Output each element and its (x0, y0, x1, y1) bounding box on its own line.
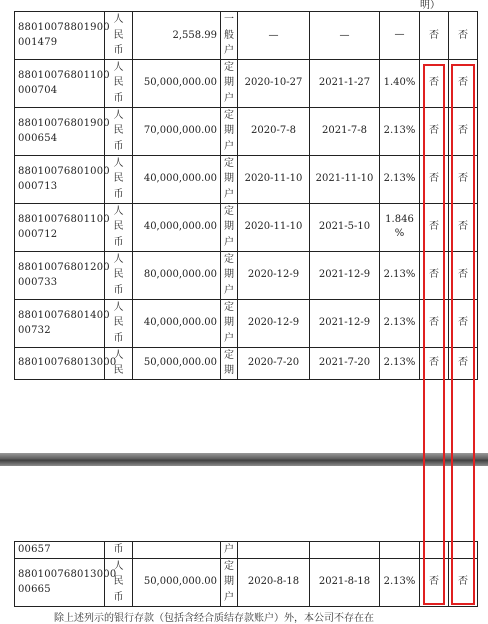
currency-char: 民 (113, 365, 124, 376)
account-type-char: 户 (224, 284, 234, 296)
currency-cell (105, 155, 133, 203)
account-number-cell (15, 203, 110, 251)
account-number-cell (15, 107, 110, 155)
flag-cell-1: 否 (420, 299, 449, 347)
account-type-cell (221, 107, 238, 155)
account-type-char: 定 (224, 253, 234, 265)
interest-rate-cell: 2.13% (380, 155, 420, 203)
end-date-cell: — (310, 12, 380, 60)
account-number-cell (15, 558, 117, 606)
account-type-char: 般 (224, 29, 234, 41)
account-type-char: 期 (224, 221, 234, 233)
bank-deposit-table-top (14, 11, 478, 380)
flag-cell-1: 否 (420, 59, 449, 107)
interest-rate-cell: 2.13% (380, 251, 420, 299)
amount-cell (133, 542, 221, 559)
interest-rate-cell: — (380, 12, 420, 60)
account-number-line: 880100768013000 (18, 568, 117, 580)
interest-rate-cell: 1.846 % (380, 203, 420, 251)
currency-char: 币 (113, 284, 124, 296)
account-number-line: 880100768013000 (18, 357, 117, 369)
currency-char: 民 (113, 221, 124, 233)
account-type-char: 期 (224, 269, 234, 281)
currency-char: 币 (113, 332, 124, 344)
currency-char: 人 (113, 14, 124, 25)
interest-rate-cell: 2.13% (380, 299, 420, 347)
table-row (15, 155, 478, 203)
account-number-line: 88010076801100 (18, 69, 110, 81)
currency-char: 人 (113, 301, 124, 313)
account-type-char: 户 (224, 332, 234, 344)
flag-cell-2: 否 (449, 558, 478, 606)
account-type-cell (221, 542, 238, 559)
start-date-cell: 2020-7-20 (238, 347, 310, 379)
account-type-cell (221, 155, 238, 203)
account-type-char: 定 (224, 301, 234, 313)
start-date-cell: 2020-7-8 (238, 107, 310, 155)
account-number-line: 88010076801400 (18, 309, 110, 321)
account-number-line: 000713 (18, 181, 58, 192)
header-fragment: 明） (420, 0, 440, 11)
currency-char: 民 (113, 317, 124, 329)
account-type-cell (221, 12, 238, 60)
currency-char: 币 (113, 188, 124, 200)
account-type-cell (221, 251, 238, 299)
lower-page-fragment (0, 466, 488, 616)
account-type-char: 期 (224, 173, 234, 185)
currency-char: 人 (113, 253, 124, 265)
currency-char: 人 (113, 109, 124, 121)
end-date-cell: 2021-7-8 (310, 107, 380, 155)
account-number-cell (15, 251, 110, 299)
account-number-cell (15, 299, 110, 347)
amount-cell: 40,000,000.00 (133, 155, 221, 203)
currency-char: 民 (113, 29, 124, 41)
currency-char: 币 (113, 45, 124, 56)
amount-cell: 50,000,000.00 (133, 347, 221, 379)
start-date-cell: — (238, 12, 310, 60)
end-date-cell: 2021-8-18 (310, 558, 380, 606)
start-date-cell: 2020-12-9 (238, 299, 310, 347)
account-number-cell (15, 59, 110, 107)
account-type-char: 定 (224, 205, 234, 217)
flag-cell-2: 否 (449, 59, 478, 107)
currency-cell (105, 542, 133, 559)
account-number-line: 88010076801000 (18, 165, 110, 177)
flag-cell-1 (420, 542, 449, 559)
account-type-char: 定 (224, 61, 234, 73)
currency-char: 人 (113, 349, 124, 361)
bank-deposit-table-bottom (14, 541, 478, 607)
account-type-char: 定 (224, 109, 234, 121)
account-number-line: 000704 (18, 85, 58, 96)
start-date-cell: 2020-10-27 (238, 59, 310, 107)
currency-cell (105, 107, 133, 155)
table-row (15, 59, 478, 107)
account-type-cell (221, 299, 238, 347)
start-date-cell: 2020-8-18 (238, 558, 310, 606)
currency-cell (105, 251, 133, 299)
amount-cell: 2,558.99 (133, 12, 221, 60)
flag-cell-1: 否 (420, 155, 449, 203)
currency-char: 币 (113, 591, 124, 603)
flag-cell-2: 否 (449, 347, 478, 379)
account-type-cell (221, 203, 238, 251)
account-number-line: 88010078801900 (18, 21, 110, 33)
account-type-char: 期 (224, 125, 234, 137)
currency-cell (105, 299, 133, 347)
table-row (15, 558, 478, 606)
footer-text-fragment: 除上述列示的银行存款（包括含经合质结存款账户）外，本公司不存在在 (54, 613, 374, 624)
currency-char: 人 (113, 560, 124, 572)
currency-cell (105, 558, 133, 606)
start-date-cell: 2020-12-9 (238, 251, 310, 299)
flag-cell-1: 否 (420, 251, 449, 299)
account-type-char: 期 (224, 576, 234, 588)
account-type-char: 定 (224, 349, 234, 361)
account-number-cell (15, 12, 110, 60)
account-number-line: 00657 (18, 544, 51, 555)
amount-cell: 50,000,000.00 (133, 558, 221, 606)
flag-cell-2: 否 (449, 203, 478, 251)
table-row (15, 251, 478, 299)
start-date-cell: 2020-11-10 (238, 155, 310, 203)
amount-cell: 70,000,000.00 (133, 107, 221, 155)
account-number-line: 88010076801900 (18, 117, 110, 129)
currency-cell (105, 12, 133, 60)
end-date-cell: 2021-12-9 (310, 251, 380, 299)
account-number-line: 001479 (18, 37, 58, 49)
account-type-char: 户 (224, 591, 234, 603)
table-row (15, 203, 478, 251)
currency-cell (105, 203, 133, 251)
account-type-cell (221, 347, 238, 379)
account-type-char: 期 (224, 365, 234, 376)
flag-cell-1: 否 (420, 203, 449, 251)
table-row (15, 12, 478, 60)
account-type-char: 一 (224, 14, 234, 25)
account-number-cell (15, 155, 110, 203)
start-date-cell: 2020-11-10 (238, 203, 310, 251)
account-number-line: 000654 (18, 133, 58, 144)
account-number-cell (15, 542, 105, 559)
account-type-char: 定 (224, 560, 234, 572)
currency-char: 币 (113, 92, 124, 104)
start-date-cell (238, 542, 310, 559)
account-number-cell (15, 347, 117, 379)
currency-char: 民 (113, 269, 124, 281)
flag-cell-1: 否 (420, 12, 449, 60)
account-number-line: 000733 (18, 277, 58, 288)
account-type-char: 户 (224, 188, 234, 200)
end-date-cell (310, 542, 380, 559)
currency-char: 币 (113, 236, 124, 248)
flag-cell-2: 否 (449, 155, 478, 203)
account-type-char: 户 (224, 45, 234, 56)
end-date-cell: 2021-7-20 (310, 347, 380, 379)
currency-cell (105, 59, 133, 107)
end-date-cell: 2021-1-27 (310, 59, 380, 107)
currency-char: 人 (113, 157, 124, 169)
account-type-cell (221, 59, 238, 107)
interest-rate-cell: 2.13% (380, 107, 420, 155)
account-type-char: 定 (224, 157, 234, 169)
account-type-char: 户 (224, 544, 234, 555)
table-row (15, 299, 478, 347)
account-type-char: 期 (224, 317, 234, 329)
flag-cell-2: 否 (449, 251, 478, 299)
end-date-cell: 2021-12-9 (310, 299, 380, 347)
account-number-line: 88010076801100 (18, 213, 110, 225)
flag-cell-2 (449, 542, 478, 559)
account-type-char: 期 (224, 77, 234, 89)
account-type-char: 户 (224, 236, 234, 248)
flag-cell-2: 否 (449, 299, 478, 347)
amount-cell: 80,000,000.00 (133, 251, 221, 299)
account-number-line: 88010076801200 (18, 261, 110, 273)
interest-rate-cell: 2.13% (380, 347, 420, 379)
flag-cell-2: 否 (449, 12, 478, 60)
currency-char: 人 (113, 61, 124, 73)
page-break-divider (0, 453, 488, 466)
table-row (15, 542, 478, 559)
amount-cell: 40,000,000.00 (133, 203, 221, 251)
currency-char: 人 (113, 205, 124, 217)
end-date-cell: 2021-11-10 (310, 155, 380, 203)
table-row (15, 107, 478, 155)
currency-char: 民 (113, 576, 124, 588)
flag-cell-2: 否 (449, 107, 478, 155)
currency-char: 民 (113, 173, 124, 185)
interest-rate-cell: 2.13% (380, 558, 420, 606)
table-row (15, 347, 478, 379)
account-type-cell (221, 558, 238, 606)
account-number-line: 00665 (18, 584, 51, 595)
currency-char: 币 (113, 140, 124, 152)
account-type-char: 户 (224, 140, 234, 152)
account-type-char: 户 (224, 92, 234, 104)
account-number-line: 00732 (18, 325, 51, 336)
account-number-line: 000712 (18, 229, 58, 240)
interest-rate-cell: 1.40% (380, 59, 420, 107)
currency-char: 币 (113, 544, 124, 555)
flag-cell-1: 否 (420, 107, 449, 155)
amount-cell: 40,000,000.00 (133, 299, 221, 347)
interest-rate-cell (380, 542, 420, 559)
flag-cell-1: 否 (420, 347, 449, 379)
amount-cell: 50,000,000.00 (133, 59, 221, 107)
flag-cell-1: 否 (420, 558, 449, 606)
end-date-cell: 2021-5-10 (310, 203, 380, 251)
currency-char: 民 (113, 125, 124, 137)
currency-char: 民 (113, 77, 124, 89)
